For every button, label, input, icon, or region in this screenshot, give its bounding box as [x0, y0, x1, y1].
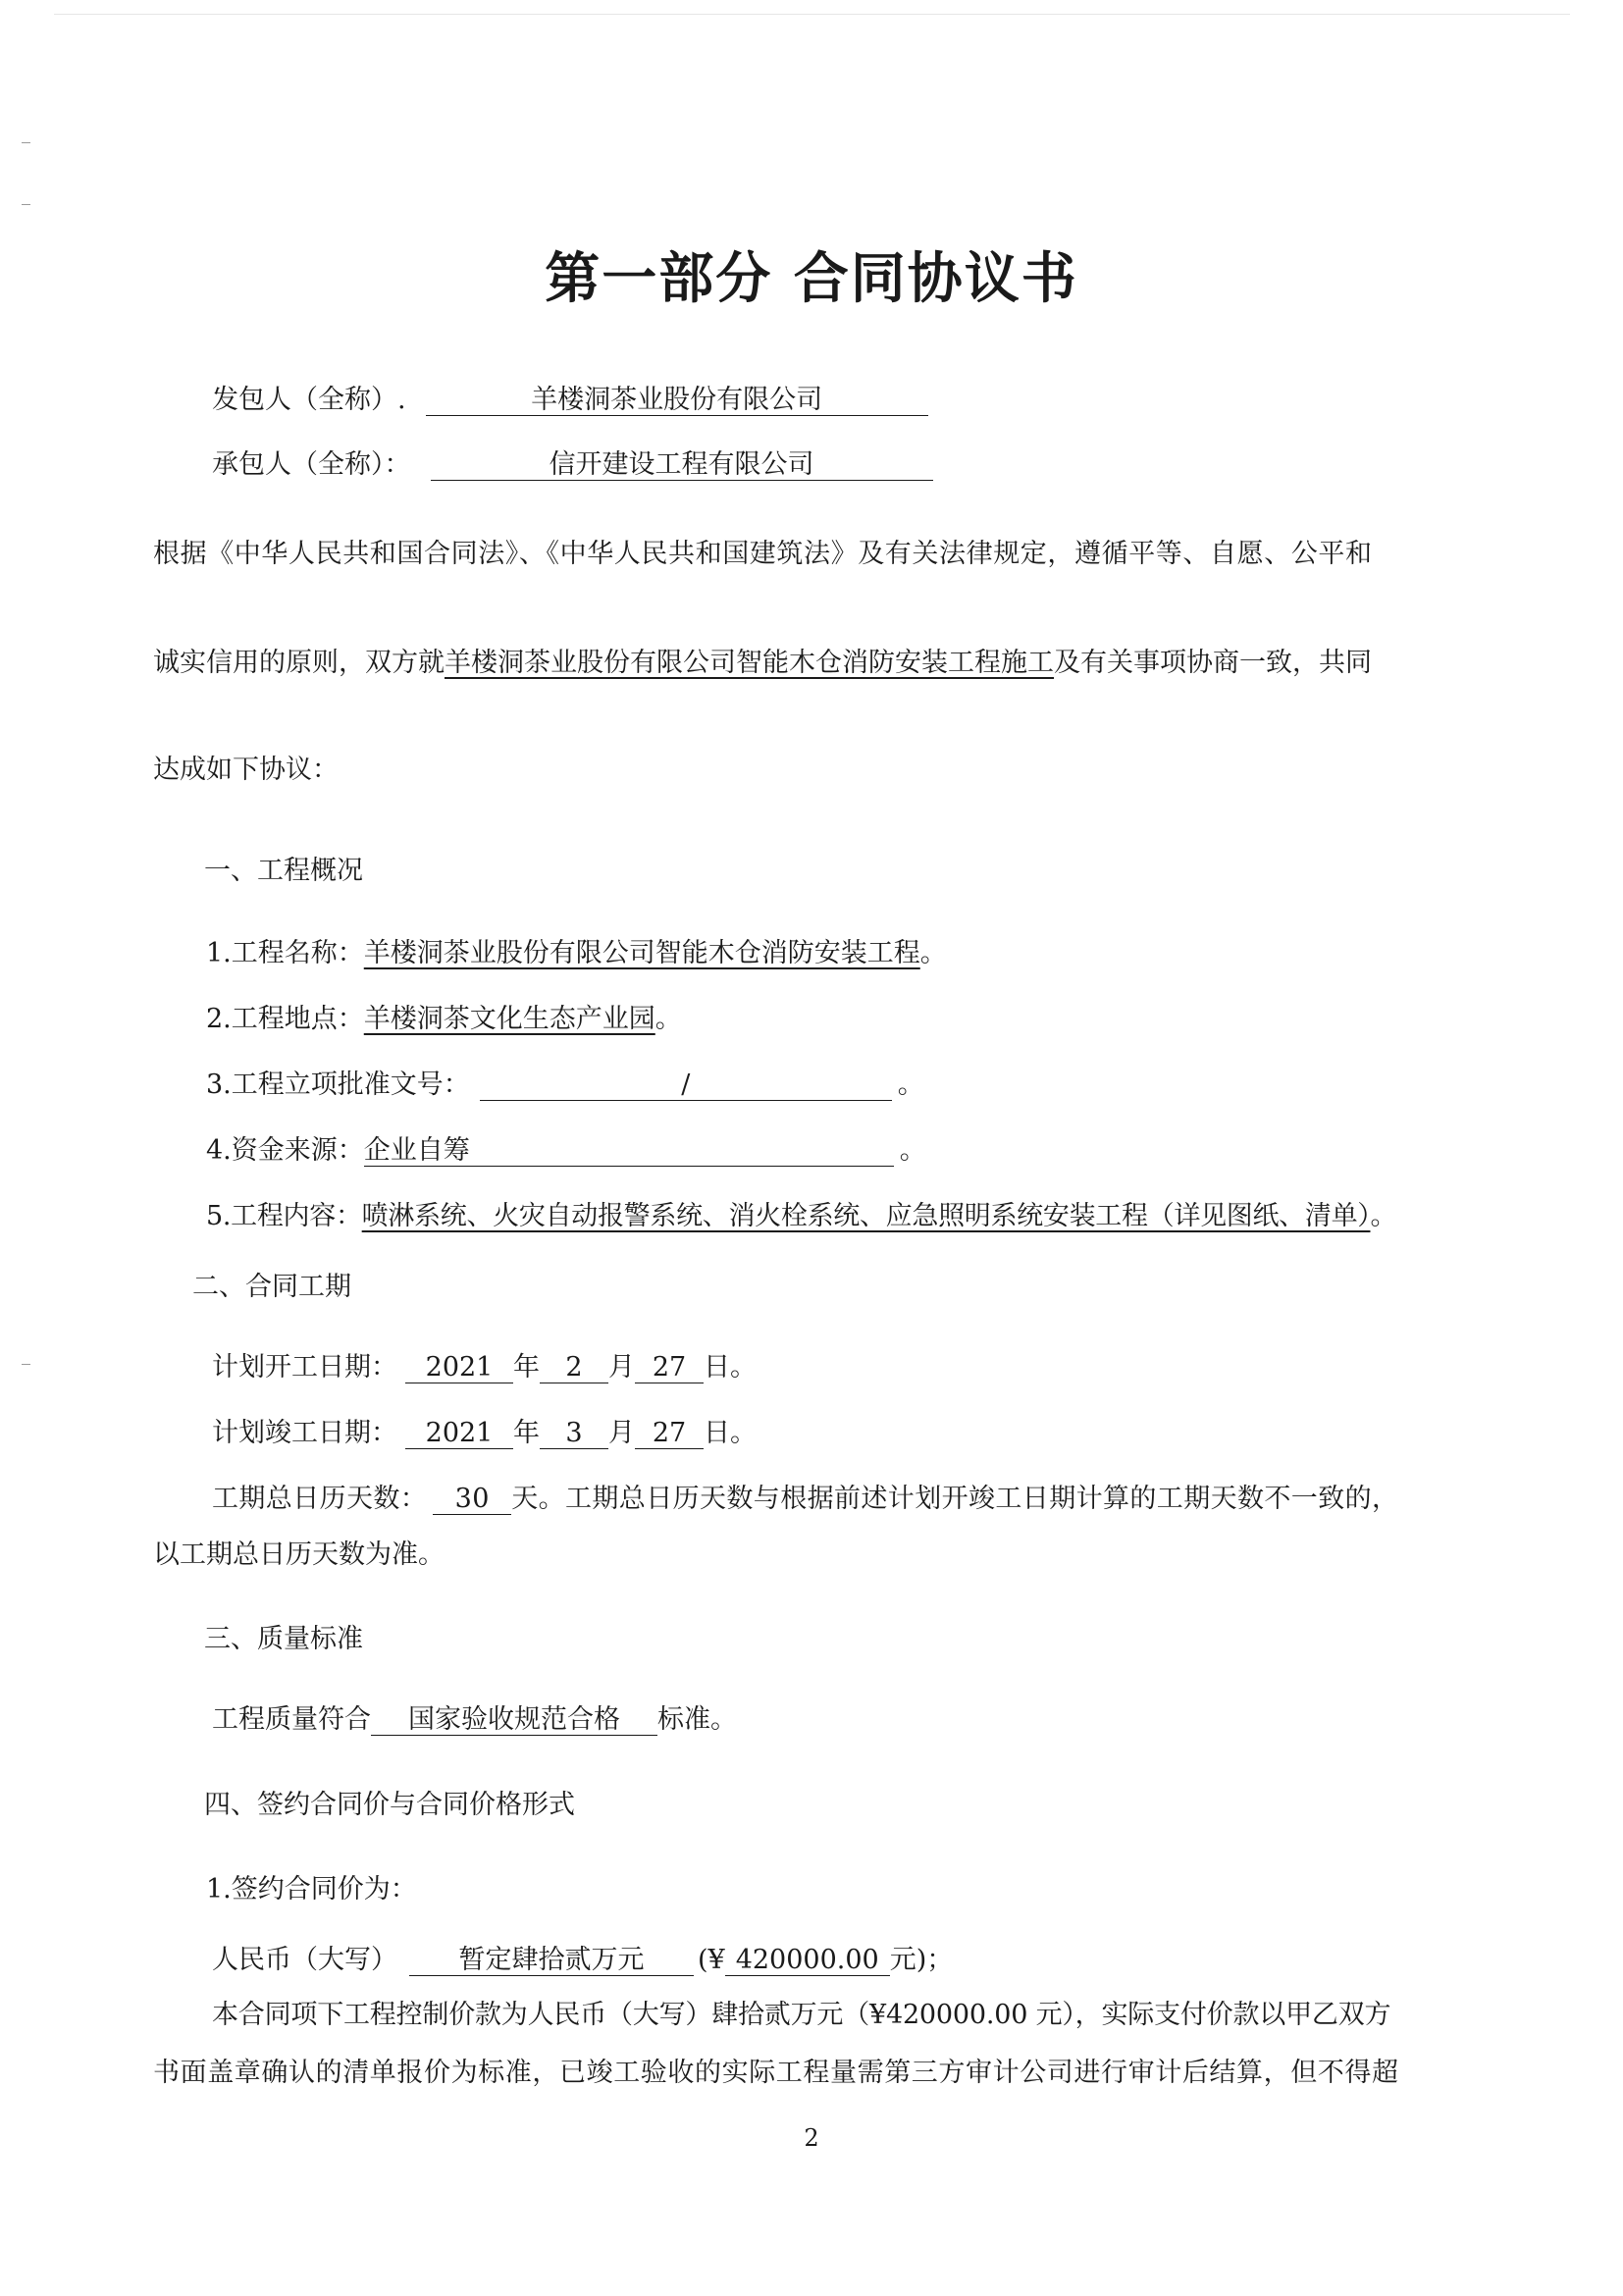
intro-pre: 诚实信用的原则，双方就 [153, 648, 445, 678]
page-number: 2 [804, 2124, 819, 2152]
approval-end: 。 [897, 1070, 924, 1100]
project-name-line [206, 931, 947, 969]
finish-day: 27 [635, 1418, 704, 1449]
quality-line [212, 1697, 737, 1736]
fund-line [206, 1128, 926, 1167]
price-para-line-1: 本合同项下工程控制价款为人民币（大写）肆拾贰万元（¥420000.00 元），实际支付价款以甲乙双方 [212, 2000, 1391, 2030]
unit-month: 月 [608, 1352, 635, 1383]
unit-year: 年 [513, 1352, 540, 1383]
project-name-label: 1.工程名称： [206, 938, 364, 968]
scan-mark [22, 1364, 30, 1365]
employer-label: 发包人（全称）. [212, 385, 406, 415]
start-month: 2 [540, 1352, 608, 1383]
document-title: 第一部分 合同协议书 [545, 246, 1078, 311]
finish-date-label: 计划竣工日期： [212, 1418, 397, 1448]
project-location-end: 。 [654, 1004, 682, 1034]
finish-date-line [212, 1411, 757, 1449]
price-heading: 1.签约合同价为： [206, 1874, 417, 1905]
start-day: 27 [635, 1352, 704, 1383]
start-date-label: 计划开工日期： [212, 1352, 397, 1383]
rmb-value: 暂定肆拾贰万元 [409, 1945, 694, 1976]
intro-project: 羊楼洞茶业股份有限公司智能木仓消防安装工程施工 [445, 648, 1054, 678]
project-location-value: 羊楼洞茶文化生态产业园 [363, 1004, 655, 1034]
finish-month: 3 [540, 1418, 608, 1449]
fund-value: 企业自筹 [364, 1135, 894, 1167]
section3-heading: 三、质量标准 [204, 1624, 363, 1654]
section2-heading: 二、合同工期 [192, 1272, 351, 1302]
project-name-end: 。 [919, 938, 947, 968]
approval-label: 3.工程立项批准文号： [206, 1070, 470, 1100]
intro-post: 及有关事项协商一致，共同 [1054, 648, 1372, 678]
fund-end: 。 [899, 1135, 926, 1166]
approval-line [206, 1063, 924, 1101]
intro-line-2 [153, 641, 1372, 679]
start-year: 2021 [405, 1352, 513, 1383]
finish-year: 2021 [405, 1418, 513, 1449]
section4-heading: 四、签约合同价与合同价格形式 [204, 1790, 575, 1820]
content-label: 5.工程内容： [206, 1201, 362, 1231]
project-name-value: 羊楼洞茶业股份有限公司智能木仓消防安装工程 [363, 938, 920, 968]
contractor-label: 承包人（全称）： [212, 449, 411, 480]
amount-post: 元)； [889, 1945, 954, 1975]
content-end: 。 [1370, 1201, 1397, 1231]
contractor-line [212, 443, 933, 481]
scan-mark [22, 204, 30, 205]
unit-day: 日。 [704, 1418, 757, 1448]
unit-month: 月 [608, 1418, 635, 1448]
quality-value: 国家验收规范合格 [371, 1704, 657, 1736]
section1-heading: 一、工程概况 [204, 856, 363, 886]
total-days-label: 工期总日历天数： [212, 1484, 428, 1514]
total-days-line [212, 1477, 1398, 1515]
project-location-label: 2.工程地点： [206, 1004, 364, 1034]
unit-day: 日。 [704, 1352, 757, 1383]
amount-value: 420000.00 [725, 1945, 890, 1976]
start-date-line [212, 1345, 757, 1383]
total-days-rest: 天。工期总日历天数与根据前述计划开竣工日期计算的工期天数不一致的， [511, 1484, 1399, 1514]
total-days-value: 30 [433, 1484, 511, 1515]
scan-edge-line [54, 14, 1570, 15]
intro-line-1: 根据《中华人民共和国合同法》、《中华人民共和国建筑法》及有关法律规定，遵循平等、自愿、公平和 [153, 539, 1373, 569]
quality-pre: 工程质量符合 [212, 1704, 371, 1735]
price-para-line-2: 书面盖章确认的清单报价为标准，已竣工验收的实际工程量需第三方审计公司进行审计后结算，但不得超 [153, 2058, 1399, 2088]
amount-pre: (¥ [698, 1945, 725, 1975]
content-value: 喷淋系统、火灾自动报警系统、消火栓系统、应急照明系统安装工程（详见图纸、清单） [361, 1201, 1371, 1231]
scan-mark [22, 142, 30, 143]
rmb-label: 人民币（大写） [212, 1945, 397, 1975]
intro-line-3: 达成如下协议： [153, 755, 339, 785]
project-location-line [206, 997, 682, 1035]
total-days-line-2: 以工期总日历天数为准。 [153, 1539, 445, 1570]
employer-value: 羊楼洞茶业股份有限公司 [426, 385, 928, 416]
contractor-value: 信开建设工程有限公司 [431, 449, 933, 481]
content-line [206, 1194, 1396, 1232]
unit-year: 年 [513, 1418, 540, 1448]
employer-line [212, 378, 928, 416]
approval-value: / [480, 1070, 892, 1101]
fund-label: 4.资金来源： [206, 1135, 364, 1166]
rmb-line [212, 1938, 953, 1976]
quality-post: 标准。 [657, 1704, 737, 1735]
